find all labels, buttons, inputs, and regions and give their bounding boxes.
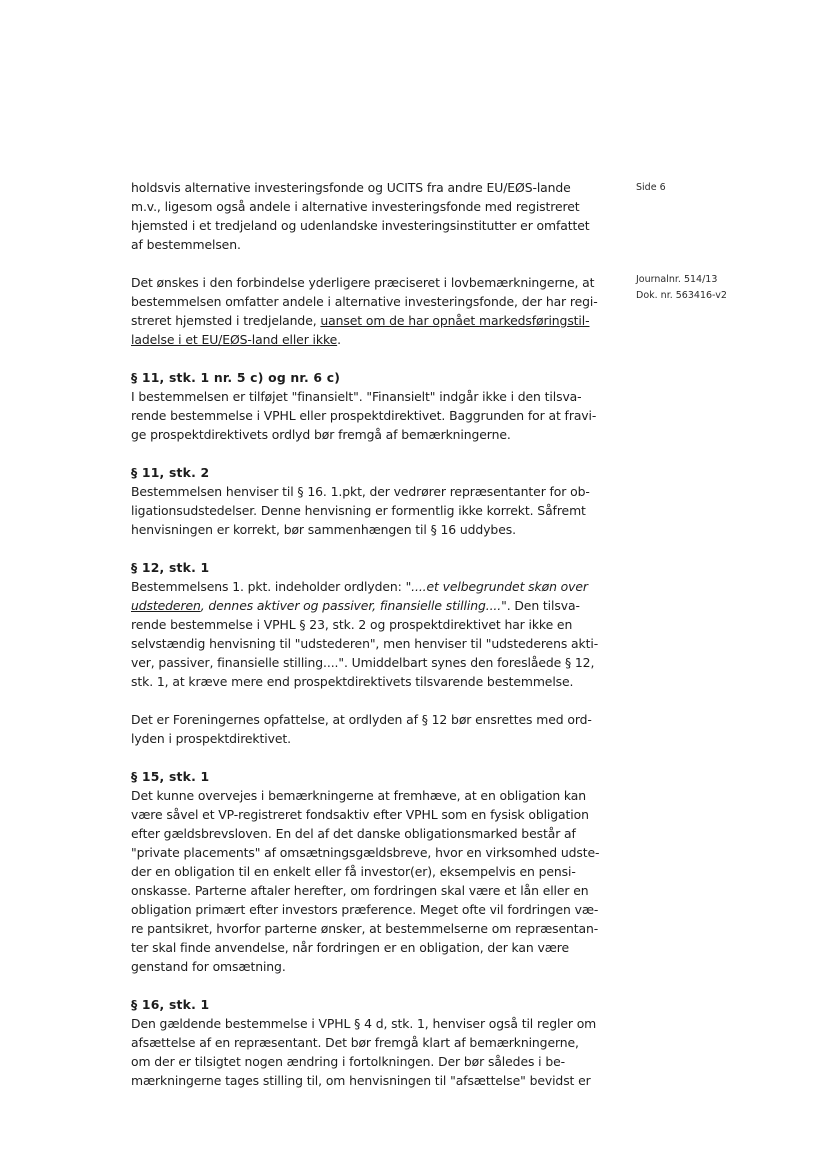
text-line: af bestemmelsen.: [131, 237, 241, 252]
text-line: [131, 596, 599, 615]
text-line: bestemmelsen omfatter andele i alternative investeringsfonde, der har regi-: [131, 294, 598, 309]
text-line: holdsvis alternative investeringsfonde og UCITS fra andre EU/EØS-lande: [131, 180, 571, 195]
text-line: [131, 311, 599, 330]
paragraph: [131, 178, 599, 254]
section-heading: § 11, stk. 2: [131, 465, 210, 480]
page-label: Side 6: [636, 182, 666, 193]
text-line: om der er tilsigtet nogen ændring i fortolkningen. Der bør således i be-: [131, 1054, 565, 1069]
section: [131, 767, 599, 976]
section: [131, 995, 599, 1090]
text-line: Bestemmelsen henviser til § 16. 1.pkt, der vedrører repræsentanter for ob-: [131, 484, 590, 499]
body-text: [131, 178, 599, 1090]
text-line: være såvel et VP-registreret fondsaktiv efter VPHL som en fysisk obligation: [131, 807, 589, 822]
section-heading: § 12, stk. 1: [131, 560, 210, 575]
section-heading: § 15, stk. 1: [131, 769, 210, 784]
quoted-text: , dennes aktiver og passiver, finansielle stilling....": [200, 598, 507, 613]
text-line: m.v., ligesom også andele i alternative investeringsfonde med registreret: [131, 199, 580, 214]
text-line: [131, 577, 599, 596]
text-line: hjemsted i et tredjeland og udenlandske investeringsinstitutter er omfattet: [131, 218, 590, 233]
text-line: "private placements" af omsætningsgældsbreve, hvor en virksomhed udste-: [131, 845, 600, 860]
text-line: I bestemmelsen er tilføjet "finansielt". "Finansielt" indgår ikke i den tilsva-: [131, 389, 582, 404]
paragraph: [131, 710, 599, 748]
text-line: stk. 1, at kræve mere end prospektdirektivets tilsvarende bestemmelse.: [131, 674, 574, 689]
text-line: rende bestemmelse i VPHL eller prospektdirektivet. Baggrunden for at fravi-: [131, 408, 597, 423]
text-segment: . Den tilsva-: [506, 598, 580, 613]
quoted-text: "....et velbegrundet skøn over: [405, 579, 588, 594]
text-segment: .: [337, 332, 341, 347]
text-line: henvisningen er korrekt, bør sammenhængen til § 16 uddybes.: [131, 522, 516, 537]
paragraph: [131, 273, 599, 349]
text-line: [131, 330, 599, 349]
text-line: afsættelse af en repræsentant. Det bør fremgå klart af bemærkningerne,: [131, 1035, 579, 1050]
text-line: lyden i prospektdirektivet.: [131, 731, 291, 746]
underlined-quoted-text: udstederen: [131, 598, 201, 613]
text-line: genstand for omsætning.: [131, 959, 286, 974]
text-line: obligation primært efter investors præference. Meget ofte vil fordringen væ-: [131, 902, 599, 917]
journal-number: Journalnr. 514/13: [636, 274, 718, 285]
section-heading: § 11, stk. 1 nr. 5 c) og nr. 6 c): [131, 370, 341, 385]
text-line: re pantsikret, hvorfor parterne ønsker, at bestemmelserne om repræsentan-: [131, 921, 599, 936]
text-line: rende bestemmelse i VPHL § 23, stk. 2 og prospektdirektivet har ikke en: [131, 617, 573, 632]
underlined-text: uanset om de har opnået markedsføringstil-: [320, 313, 590, 328]
text-line: Det kunne overvejes i bemærkningerne at fremhæve, at en obligation kan: [131, 788, 587, 803]
text-line: ge prospektdirektivets ordlyd bør fremgå af bemærkningerne.: [131, 427, 511, 442]
page-number: [636, 180, 786, 196]
section-heading: § 16, stk. 1: [131, 997, 210, 1012]
text-line: efter gældsbrevsloven. En del af det danske obligationsmarked består af: [131, 826, 576, 841]
text-line: Det ønskes i den forbindelse yderligere præciseret i lovbemærkningerne, at: [131, 275, 595, 290]
section: [131, 558, 599, 691]
document-reference: [636, 272, 786, 304]
text-line: selvstændig henvisning til "udstederen", men henviser til "udstederens akti-: [131, 636, 599, 651]
text-line: mærkningerne tages stilling til, om henvisningen til "afsættelse" bevidst er: [131, 1073, 591, 1088]
text-line: der en obligation til en enkelt eller få investor(er), eksempelvis en pensi-: [131, 864, 576, 879]
text-line: onskasse. Parterne aftaler herefter, om fordringen skal være et lån eller en: [131, 883, 589, 898]
underlined-text: ladelse i et EU/EØS-land eller ikke: [131, 332, 338, 347]
text-segment: Bestemmelsens 1. pkt. indeholder ordlyden:: [131, 579, 406, 594]
text-line: ligationsudstedelser. Denne henvisning er formentlig ikke korrekt. Såfremt: [131, 503, 586, 518]
text-segment: streret hjemsted i tredjelande,: [131, 313, 321, 328]
document-number: Dok. nr. 563416-v2: [636, 290, 727, 301]
text-line: Den gældende bestemmelse i VPHL § 4 d, stk. 1, henviser også til regler om: [131, 1016, 597, 1031]
text-line: Det er Foreningernes opfattelse, at ordlyden af § 12 bør ensrettes med ord-: [131, 712, 592, 727]
section: [131, 368, 599, 444]
text-line: ter skal finde anvendelse, når fordringen er en obligation, der kan være: [131, 940, 570, 955]
section: [131, 463, 599, 539]
text-line: ver, passiver, finansielle stilling....". Umiddelbart synes den foreslåede § 12,: [131, 655, 595, 670]
